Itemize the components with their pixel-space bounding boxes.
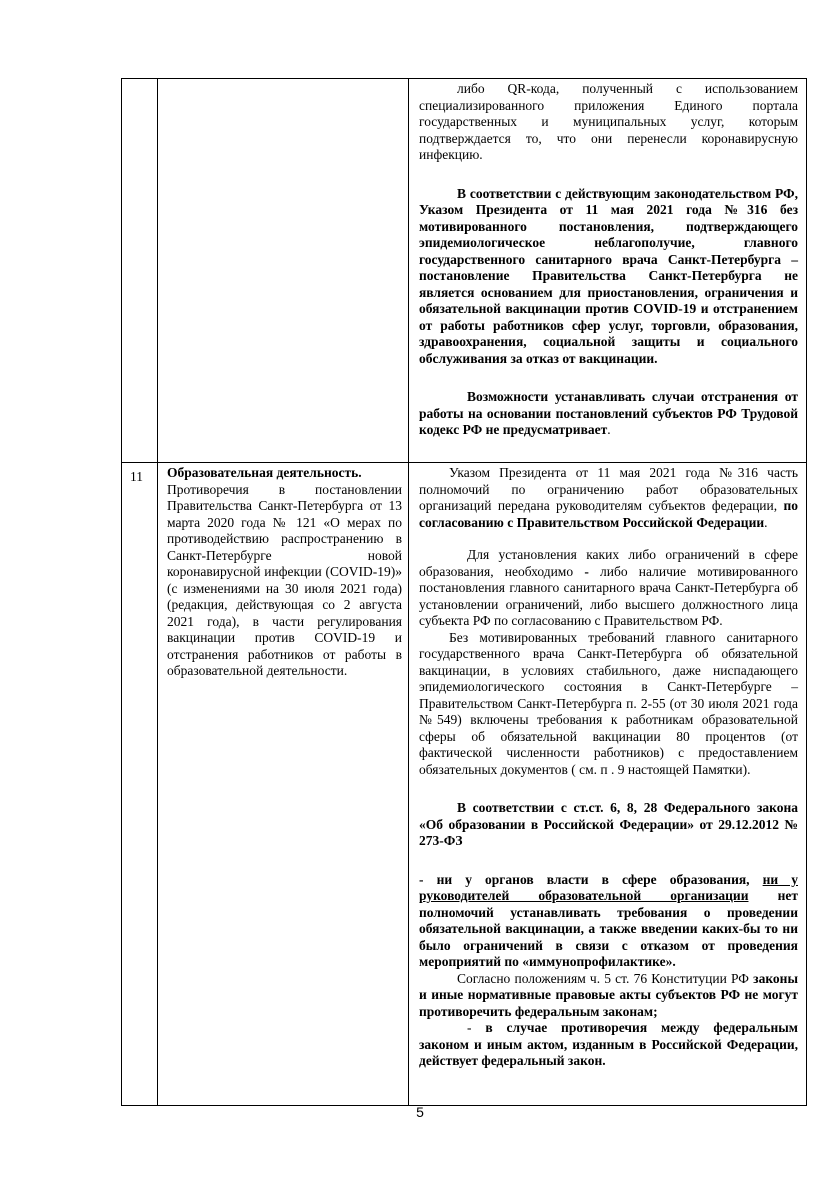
paragraph [419, 465, 798, 531]
text-run-bold: нет полномочий устанавливать требования о проведении обязательной вакцинации, а также введении каких-бы то ни было ограничений в связи с отказом от проведения мероприятий по «иммунопрофилактике». [419, 888, 798, 969]
text-run: . [764, 514, 768, 530]
paragraph-conclusion [419, 389, 798, 439]
text-run: - [467, 1020, 486, 1035]
paragraph: Без мотивированных требований главного санитарного государственного врача Санкт-Петербурга об обязательной вакцинации, в условиях стабильного, даже ниспадающего эпидемиологического состояния в Санкт-Петербурге – Правительством Санкт-Петербурга п. 2-55 (от 30 июля 2021 года №549) включены требования к работникам образовательной сферы об обязательной вакцинации 80 процентов (от фактической численности работников) с предоставлением обязательных документов ( см. п . 9 настоящей Памятки). [419, 629, 798, 777]
page-number: 5 [416, 1104, 424, 1120]
subject-cell [158, 79, 409, 463]
content-table [121, 78, 807, 1106]
text-run-bold: в случае противоречия между федеральным законом и иным актом, изданным в Российской Федерации, действует федеральный закон. [419, 1020, 798, 1068]
paragraph: либо QR-кода, полученный с использованием специализированного приложения Единого портала государственных и муниципальных услуг, которым подтверждается то, что они перенесли коронавирусную инфекцию. [419, 81, 798, 162]
commentary-cell [409, 79, 807, 463]
text-run-bold: по согласованию с Правительством Российской Федерации [419, 498, 798, 530]
row-number-cell: 11 [122, 463, 158, 1106]
table-row [122, 463, 807, 1106]
conclusion-end: . [607, 422, 611, 437]
row-number-cell [122, 79, 158, 463]
text-run-bold: законы и иные нормативные правовые акты субъектов РФ не могут противоречить федеральным законам; [419, 970, 798, 1019]
conclusion-bold: Возможности устанавливать случаи отстранения от работы на основании постановлений субъектов РФ Трудовой кодекс РФ не предусматривает [419, 389, 798, 437]
paragraph-bold [419, 872, 798, 971]
text-run: либо наличие мотивированного постановления главного санитарного врача Санкт-Петербурга об установлении ограничений, либо высшего должностного лица субъекта РФ по согласованию с Правительством РФ. [419, 563, 798, 628]
text-run: Для установления каких либо ограничений в сфере образования, необходимо [419, 547, 798, 579]
subject-cell [158, 463, 409, 1106]
text-run-bold: - [584, 563, 589, 579]
subject-title: Образовательная деятельность. [167, 465, 362, 480]
subject-text: Противоречия в постановлении Правительства Санкт-Петербурга от 13 марта 2020 года № 121 «О мерах по противодействию распространению в Санкт-Петербурге новой коронавирусной инфекции (COVID-19)» (с изменениями на 30 июля 2021 года) (редакция, действующая со 2 августа 2021 года), в части регулирования вакцинации против COVID-19 и отстранения работников от работы в образовательной деятельности. [167, 481, 402, 678]
text-run: Указом Президента от 11 мая 2021 года №316 часть полномочий по ограничению работ образовательных организаций передана руководителям субъектов федерации, [419, 465, 798, 513]
text-run-bold: - ни у органов власти в сфере образования, [419, 871, 763, 887]
paragraph-bold: В соответствии с действующим законодательством РФ, Указом Президента от 11 мая 2021 года №316 без мотивированного постановления, подтверждающего эпидемиологическое неблагополучие, главного государственного санитарного врача Санкт-Петербурга – постановление Правительства Санкт-Петербурга не является основанием для приостановления, ограничения и обязательной вакцинации против COVID-19 и отстранением от работы работников сфер услуг, торговли, образования, здравоохранения, социальной защиты и социального обслуживания за отказ от вакцинации. [419, 185, 798, 366]
paragraph-law-reference: В соответствии с ст.ст. 6, 8, 28 Федерального закона «Об образовании в Российской Федерации» от 29.12.2012 № 273-ФЗ [419, 800, 798, 848]
commentary-cell [409, 463, 807, 1106]
paragraph [419, 1020, 798, 1070]
text-run-underlined: ни у руководителей образовательной организации [419, 871, 798, 903]
paragraph [419, 547, 798, 630]
paragraph [419, 971, 798, 1021]
table-row [122, 79, 807, 463]
text-run: Согласно положениям ч. 5 ст. 76 Конституции РФ [457, 970, 754, 986]
